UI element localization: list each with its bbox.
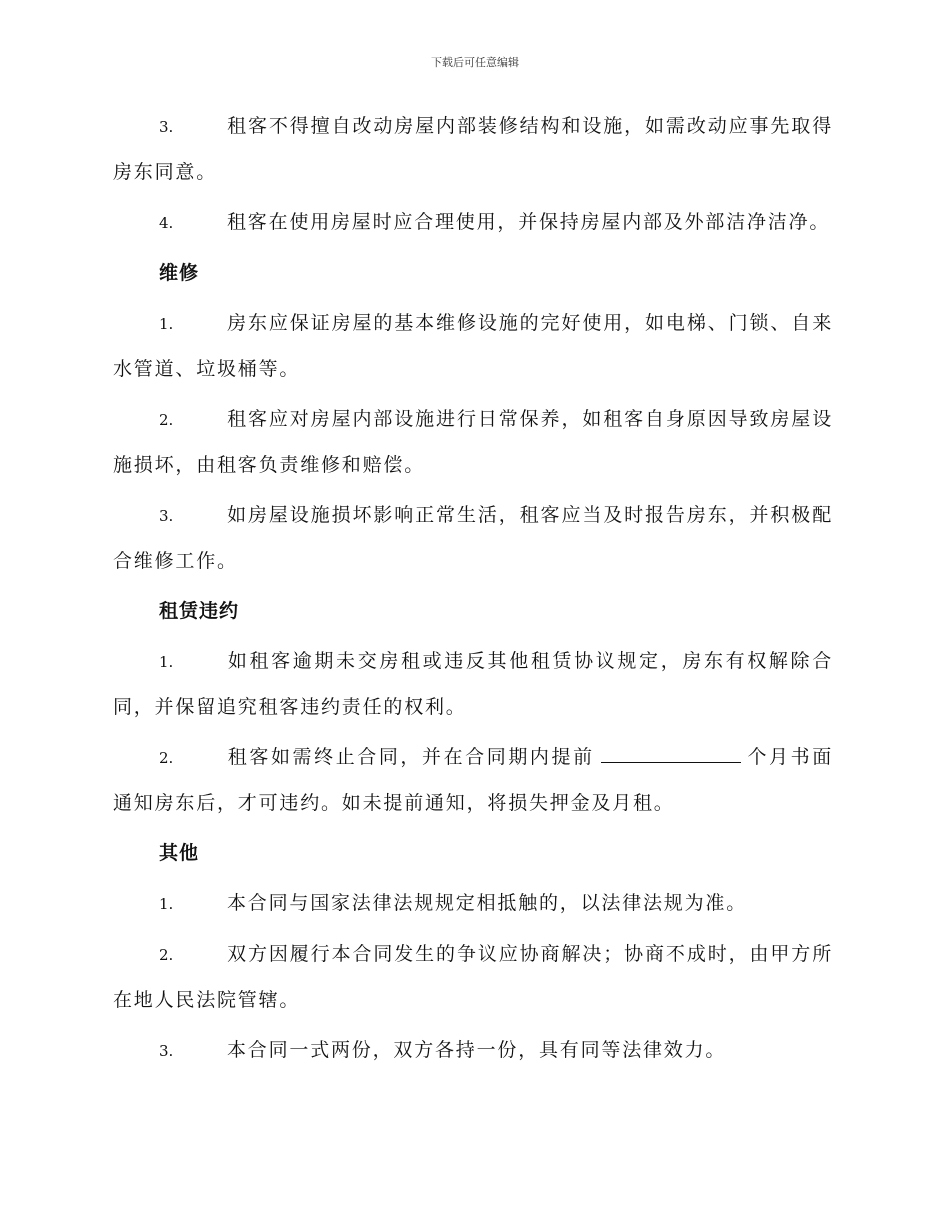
clause-paragraph xyxy=(113,200,833,246)
clause-text: 如房屋设施损坏影响正常生活，租客应当及时报告房东，并积极配合维修工作。 xyxy=(113,504,833,572)
clause-paragraph xyxy=(113,301,833,392)
section-heading-breach: 租赁违约 xyxy=(159,600,240,622)
clause-paragraph xyxy=(113,1028,833,1074)
clause-text: 如租客逾期未交房租或违反其他租赁协议规定，房东有权解除合同，并保留追究租客违约责任的权利。 xyxy=(113,650,833,718)
section-heading-maintenance: 维修 xyxy=(159,262,200,284)
clause-number: 1. xyxy=(159,315,174,333)
fill-in-blank xyxy=(601,743,741,763)
clause-text: 房东应保证房屋的基本维修设施的完好使用，如电梯、门锁、自来水管道、垃圾桶等。 xyxy=(113,312,833,380)
clause-text: 本合同一式两份，双方各持一份，具有同等法律效力。 xyxy=(227,1039,727,1061)
clause-number: 1. xyxy=(159,895,174,913)
clause-number: 4. xyxy=(159,214,174,232)
clause-text: 租客在使用房屋时应合理使用，并保持房屋内部及外部洁净洁净。 xyxy=(227,211,831,233)
clause-number: 2. xyxy=(159,749,174,767)
clause-paragraph xyxy=(113,932,833,1023)
clause-number: 2. xyxy=(159,411,174,429)
clause-paragraph xyxy=(113,104,833,195)
clause-text: 个月书面通知房东后，才可违约。如未提前通知，将损失押金及月租。 xyxy=(113,746,833,814)
section-heading-other: 其他 xyxy=(159,842,200,864)
clause-paragraph xyxy=(113,881,833,927)
clause-number: 1. xyxy=(159,653,174,671)
clause-text: 租客不得擅自改动房屋内部装修结构和设施，如需改动应事先取得房东同意。 xyxy=(113,115,833,183)
document-body xyxy=(113,104,833,1079)
clause-number: 2. xyxy=(159,946,174,964)
clause-text: 本合同与国家法律法规规定相抵触的，以法律法规为准。 xyxy=(227,892,748,914)
clause-number: 3. xyxy=(159,118,174,136)
clause-text: 双方因履行本合同发生的争议应协商解决；协商不成时，由甲方所在地人民法院管辖。 xyxy=(113,943,833,1011)
clause-paragraph xyxy=(113,735,833,826)
clause-paragraph xyxy=(113,493,833,584)
clause-paragraph xyxy=(113,397,833,488)
clause-number: 3. xyxy=(159,1042,174,1060)
clause-number: 3. xyxy=(159,507,174,525)
clause-text: 租客应对房屋内部设施进行日常保养，如租客自身原因导致房屋设施损坏，由租客负责维修和赔偿。 xyxy=(113,408,833,476)
page-header: 下载后可任意编辑 xyxy=(431,56,519,69)
clause-paragraph xyxy=(113,639,833,730)
clause-text: 租客如需终止合同，并在合同期内提前 xyxy=(227,746,595,768)
